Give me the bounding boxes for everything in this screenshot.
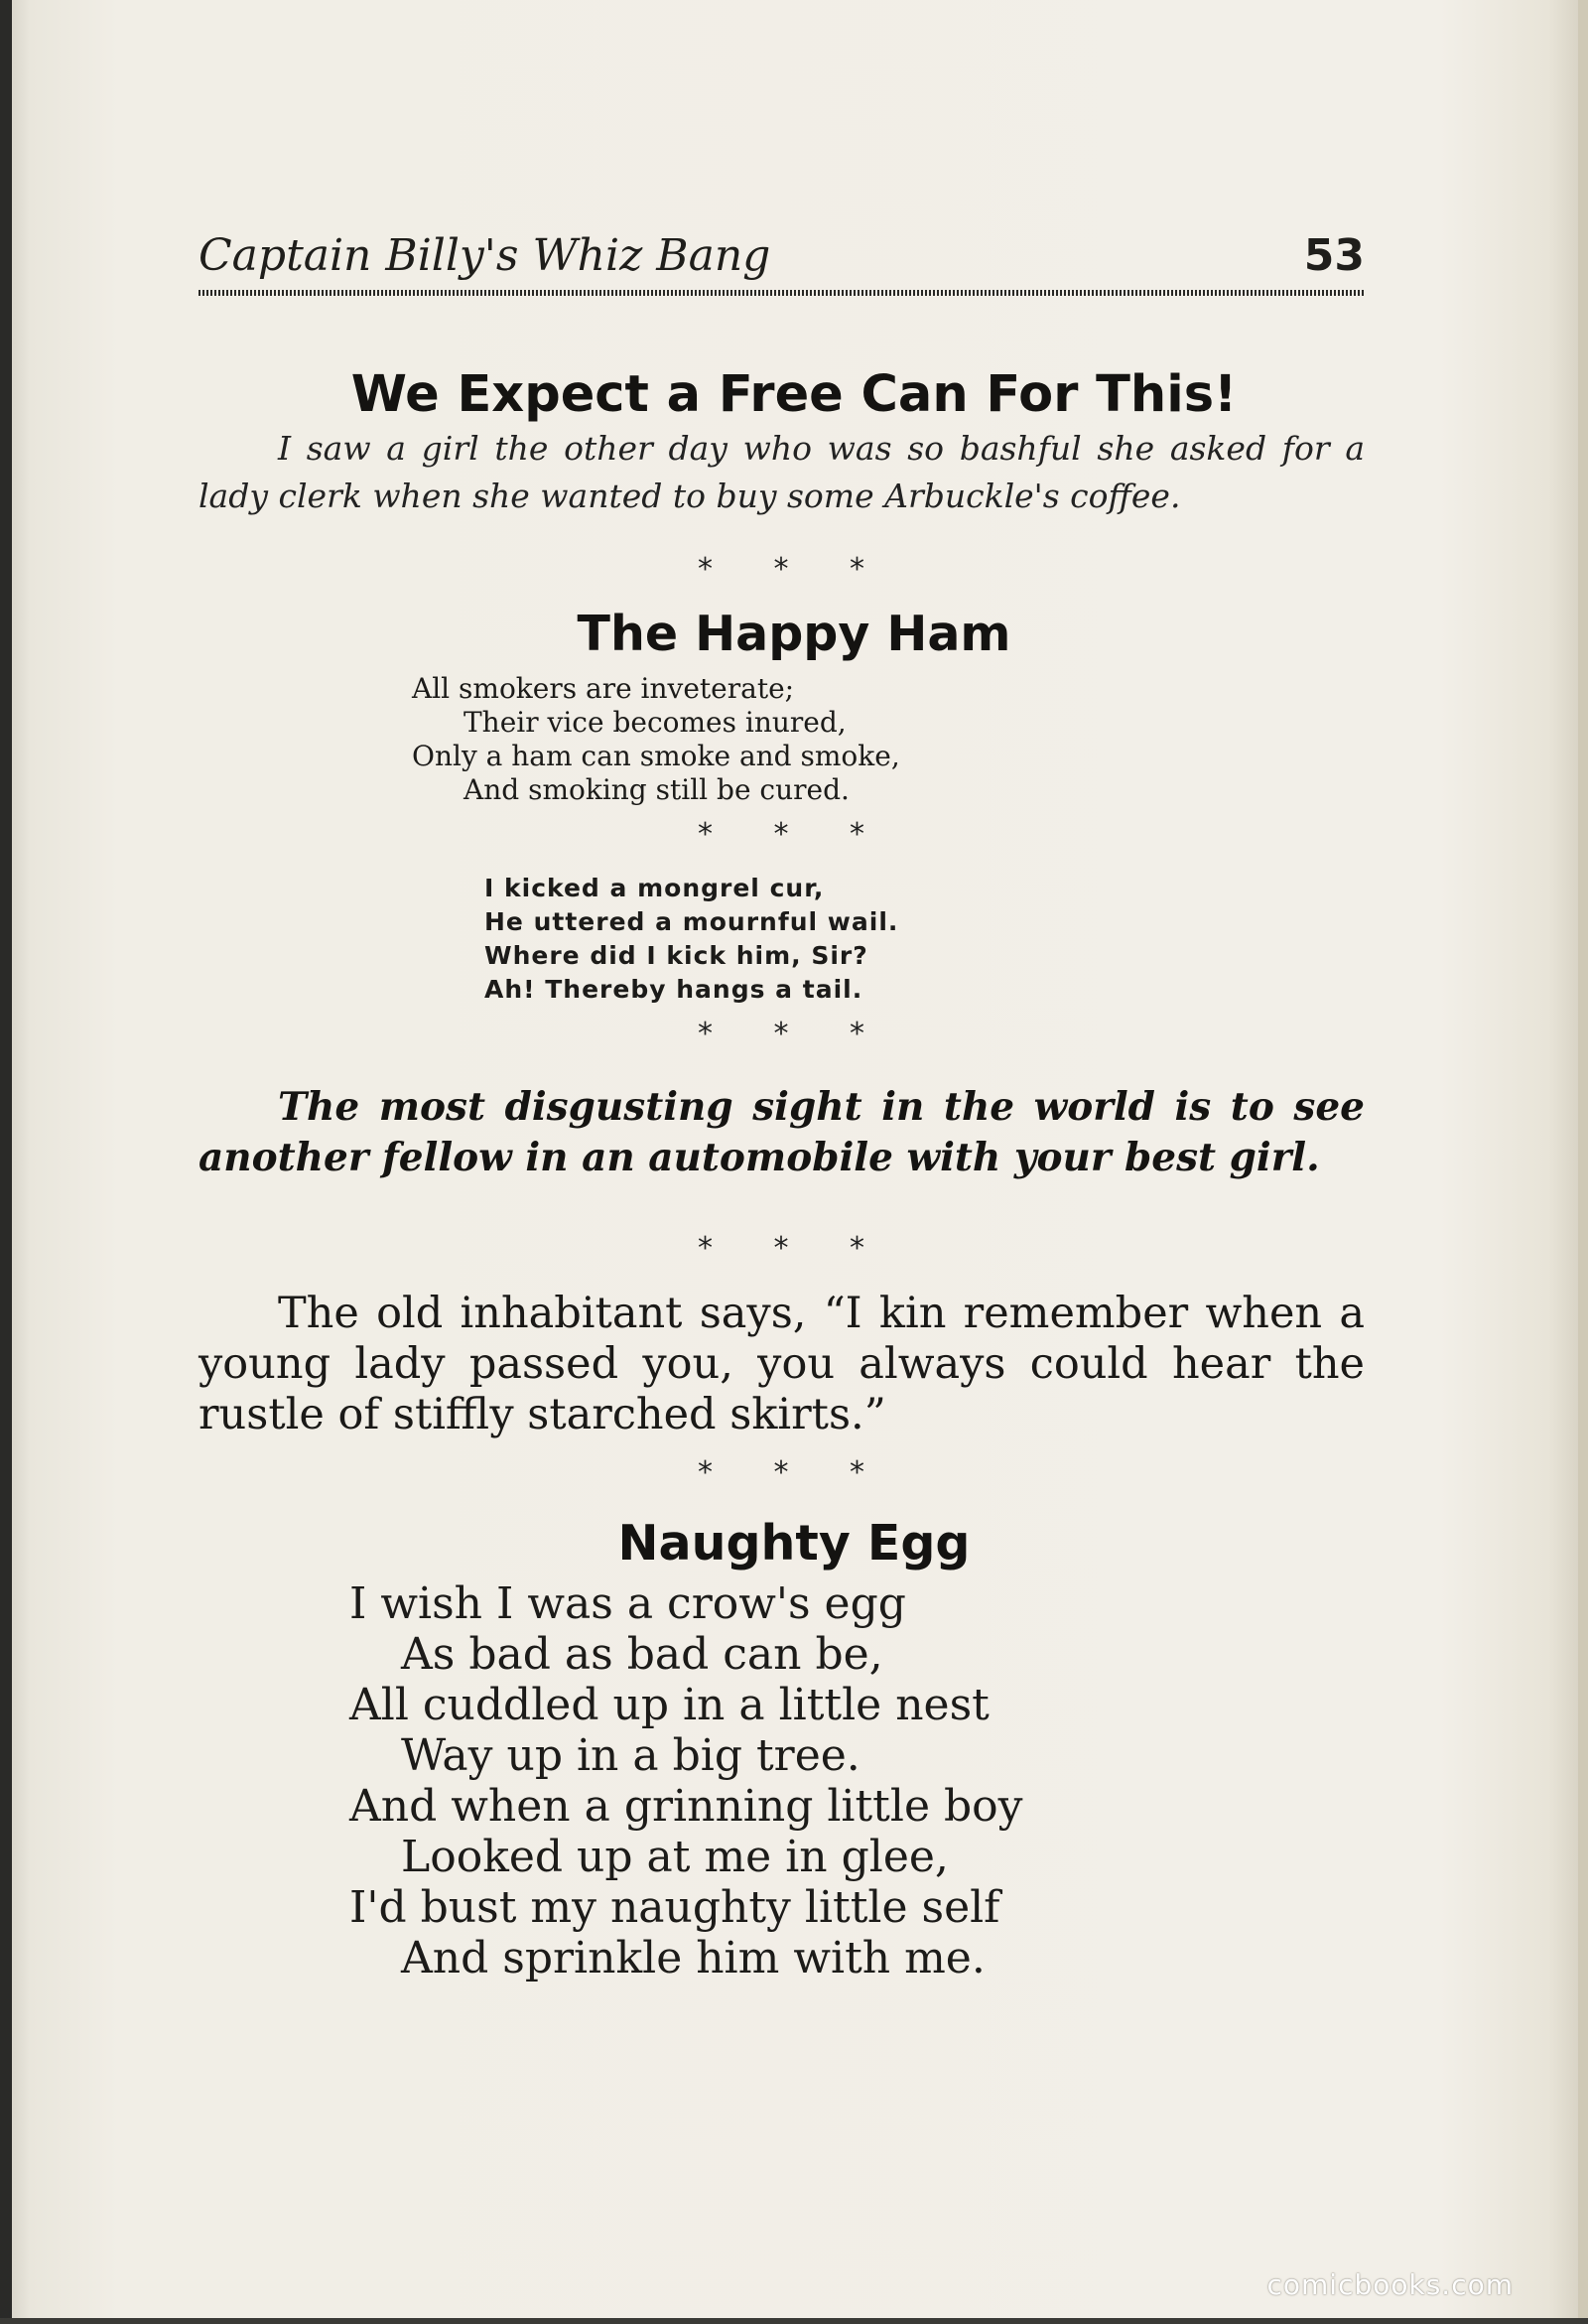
poem-line: Ah! Thereby hangs a tail. [484, 975, 863, 1004]
paragraph-old-inhabitant: The old inhabitant says, “I kin remember when a young lady passed you, you always could hear the rustle of stiffly starched skirts.” [198, 1289, 1365, 1439]
poem-line: Way up in a big tree. [401, 1730, 860, 1781]
separator-2: * * * [697, 817, 891, 852]
poem-line: Their vice becomes inured, [463, 706, 847, 739]
poem-line: All smokers are inveterate; [412, 672, 795, 705]
separator-1: * * * [697, 552, 891, 587]
poem-line: Only a ham can smoke and smoke, [412, 740, 900, 772]
separator-3: * * * [697, 1017, 891, 1051]
separator-4: * * * [697, 1231, 891, 1266]
running-title: Captain Billy's Whiz Bang [198, 230, 771, 281]
separator-5: * * * [697, 1455, 891, 1490]
poem-line: Looked up at me in glee, [401, 1832, 949, 1882]
poem-naughty-egg [349, 1578, 1022, 1983]
poem-line: And sprinkle him with me. [401, 1933, 986, 1983]
headline-happy-ham: The Happy Ham [577, 606, 1011, 662]
paragraph-disgusting-sight: The most disgusting sight in the world is to see another fellow in an automobile with your best girl. [198, 1084, 1365, 1180]
poem-line: I wish I was a crow's egg [349, 1578, 906, 1629]
poem-line: Where did I kick him, Sir? [484, 941, 868, 970]
poem-line: I kicked a mongrel cur, [484, 874, 825, 902]
headline-free-can: We Expect a Free Can For This! [350, 365, 1238, 424]
header-rule [198, 290, 1365, 296]
page-edge [1578, 0, 1588, 2324]
paragraph-bashful-girl: I saw a girl the other day who was so bashful she asked for a lady clerk when she wanted to buy some Arbuckle's coffee. [198, 429, 1365, 515]
poem-line: As bad as bad can be, [401, 1629, 883, 1680]
binding-edge [0, 0, 12, 2324]
site-watermark: comicbooks.com [1266, 2268, 1514, 2301]
page-number: 53 [1303, 230, 1365, 281]
poem-line: All cuddled up in a little nest [349, 1680, 990, 1730]
headline-naughty-egg: Naughty Egg [617, 1515, 971, 1572]
poem-mongrel-cur [484, 872, 898, 1007]
poem-line: He uttered a mournful wail. [484, 907, 899, 936]
poem-happy-ham [412, 672, 900, 807]
poem-line: And smoking still be cured. [463, 773, 850, 806]
running-head [198, 230, 1365, 290]
poem-line: I'd bust my naughty little self [349, 1882, 1000, 1933]
page-bottom-edge [0, 2318, 1588, 2324]
poem-line: And when a grinning little boy [349, 1781, 1023, 1832]
